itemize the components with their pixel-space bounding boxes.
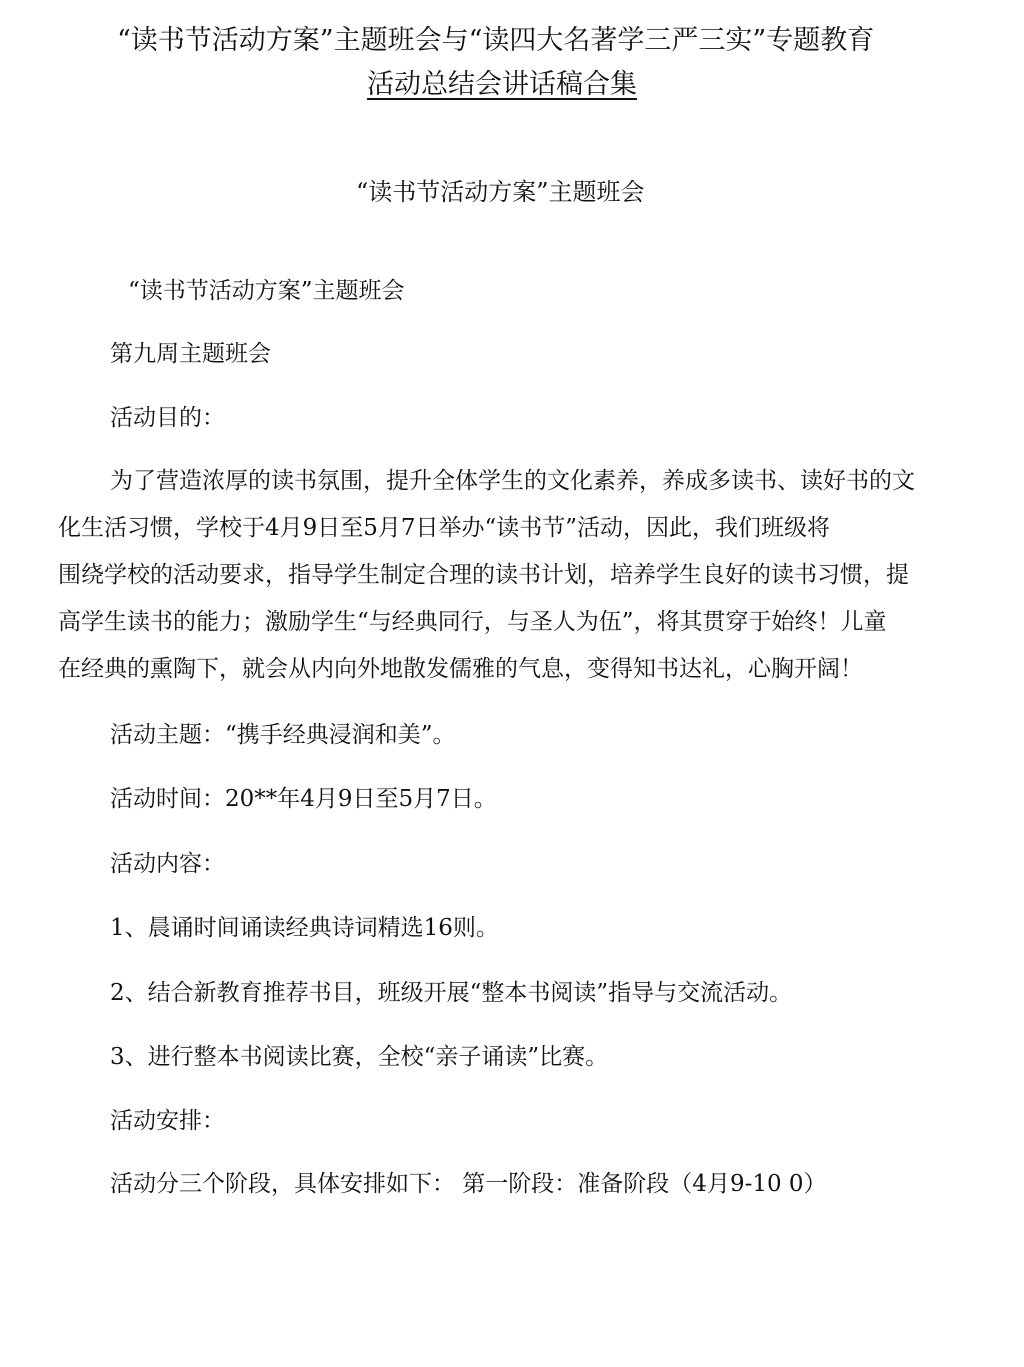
content-item-1: 1、晨诵时间诵读经典诗词精选16则。 <box>110 915 499 941</box>
purpose-paragraph-line-5: 在经典的熏陶下，就会从内向外地散发儒雅的气息，变得知书达礼，心胸开阔！ <box>58 656 863 682</box>
content-label: 活动内容： <box>110 851 225 877</box>
document-title-line-2: 活动总结会讲话稿合集 <box>367 69 637 100</box>
time-line: 活动时间：20**年4月9日至5月7日。 <box>110 786 497 812</box>
arrangement-line: 活动分三个阶段，具体安排如下： 第一阶段：准备阶段（4月9-10 0） <box>110 1171 827 1197</box>
content-item-3: 3、进行整本书阅读比赛，全校“亲子诵读”比赛。 <box>110 1044 609 1070</box>
purpose-paragraph-line-2: 化生活习惯，学校于4月9日至5月7日举办“读书节”活动，因此，我们班级将 <box>58 515 831 541</box>
document-title-line-1: “读书节活动方案”主题班会与“读四大名著学三严三实”专题教育 <box>117 25 875 56</box>
arrangement-label: 活动安排： <box>110 1108 225 1134</box>
purpose-paragraph-line-4: 高学生读书的能力；激励学生“与经典同行，与圣人为伍”，将其贯穿于始终！儿童 <box>58 609 887 635</box>
purpose-paragraph-line-3: 围绕学校的活动要求，指导学生制定合理的读书计划，培养学生良好的读书习惯，提 <box>58 562 909 588</box>
body-heading-repeat: “读书节活动方案”主题班会 <box>128 278 405 304</box>
purpose-paragraph-line-1: 为了营造浓厚的读书氛围，提升全体学生的文化素养，养成多读书、读好书的文 <box>110 468 915 494</box>
theme-line: 活动主题：“携手经典浸润和美”。 <box>110 722 456 748</box>
purpose-label: 活动目的： <box>110 405 225 431</box>
section-heading: “读书节活动方案”主题班会 <box>356 178 645 206</box>
week-line: 第九周主题班会 <box>110 341 271 367</box>
content-item-2: 2、结合新教育推荐书目，班级开展“整本书阅读”指导与交流活动。 <box>110 980 793 1006</box>
